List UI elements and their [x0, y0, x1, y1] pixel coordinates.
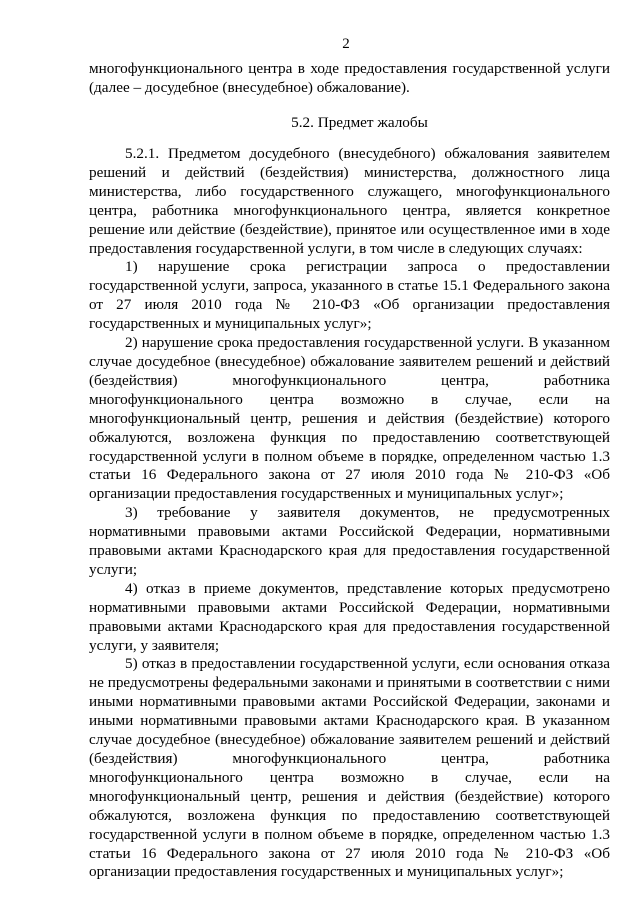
list-item-2: 2) нарушение срока предоставления государственной услуги. В указанном случае досудебное (внесудебное) обжалование заявителем решений и действий (бездействия) многофункционального центра, работника многофункционального центра возможно в случае, если на многофункциональный центр, решения и действия (бездействие) которого обжалуются, возложена функция по предоставлению соответствующей государственной услуги в полном объеме в порядке, определенном частью 1.3 статьи 16 Федерального закона от 27 июля 2010 года № 210-ФЗ «Об организации предоставления государственных и муниципальных услуг»; — [89, 334, 610, 503]
list-item-4: 4) отказ в приеме документов, представление которых предусмотрено нормативными правовыми актами Российской Федерации, нормативными правовыми актами Краснодарского края для предоставления государственной услуги, у заявителя; — [89, 579, 610, 654]
list-item-1: 1) нарушение срока регистрации запроса о предоставлении государственной услуги, запроса, указанного в статье 15.1 Федерального закона от 27 июля 2010 года № 210-ФЗ «Об организации предоставления государственных и муниципальных услуг»; — [89, 258, 610, 333]
section-heading: 5.2. Предмет жалобы — [291, 114, 428, 131]
intro-paragraph — [89, 60, 610, 98]
section-body — [89, 145, 610, 882]
paragraph-5-2-1: 5.2.1. Предметом досудебного (внесудебного) обжалования заявителем решений и действий (бездействия) министерства, должностного лица министерства, либо государственного служащего, многофункционального центра, работника многофункционального центра, является конкретное решение или действие (бездействие), принятое или осуществленное ими в ходе предоставления государственной услуги, в том числе в следующих случаях: — [89, 145, 610, 257]
list-item-3: 3) требование у заявителя документов, не предусмотренных нормативными правовыми актами Российской Федерации, нормативными правовыми актами Краснодарского края для предоставления государственной услуги; — [89, 504, 610, 578]
intro-text: многофункционального центра в ходе предоставления государственной услуги (далее – досудебное (внесудебное) обжалование). — [89, 60, 610, 96]
page-number: 2 — [342, 36, 350, 52]
list-item-5: 5) отказ в предоставлении государственной услуги, если основания отказа не предусмотрены федеральными законами и принятыми в соответствии с ними иными нормативными правовыми актами Российской Федерации, законами и иными нормативными правовыми актами Краснодарского края. В указанном случае досудебное (внесудебное) обжалование заявителем решений и действий (бездействия) многофункционального центра, работника многофункционального центра возможно в случае, если на многофункциональный центр, решения и действия (бездействие) которого обжалуются, возложена функция по предоставлению соответствующей государственной услуги в полном объеме в порядке, определенном частью 1.3 статьи 16 Федерального закона от 27 июля 2010 года № 210-ФЗ «Об организации предоставления государственных и муниципальных услуг»; — [89, 655, 610, 881]
